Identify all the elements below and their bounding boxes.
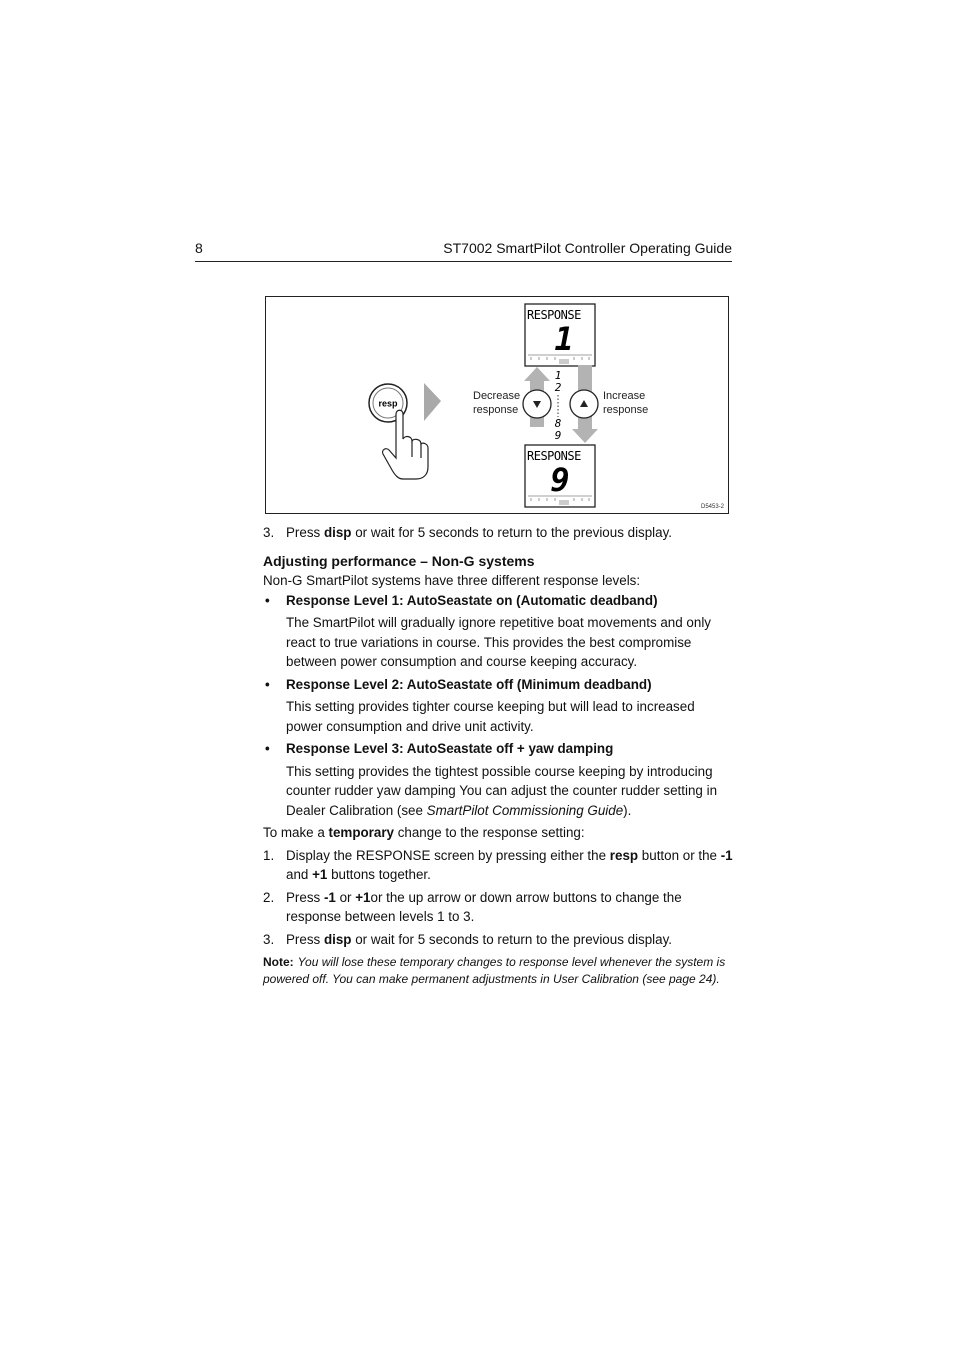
page-number: 8	[195, 240, 203, 256]
scale-level-9: 9	[554, 429, 562, 442]
scale-level-2: 2	[554, 381, 562, 394]
increase-response-label: Increase response	[603, 390, 649, 416]
level-3-title: • Response Level 3: AutoSeastate off + yaw damping	[265, 741, 614, 756]
guide-title: ST7002 SmartPilot Controller Operating Guide	[443, 240, 732, 256]
section-heading: Adjusting performance – Non-G systems	[263, 552, 535, 569]
note-label: Note:	[263, 955, 294, 969]
step-3-return: 3. Press disp or wait for 5 seconds to return to the previous display.	[263, 525, 673, 540]
chevron-right-icon	[424, 383, 441, 421]
page-header	[195, 239, 732, 262]
scale-level-8: 8	[554, 417, 562, 430]
step-1-display: 1. Display the RESPONSE screen by pressing either the resp button or the -1 and +1 buttons together.	[263, 847, 733, 882]
section-intro: Non-G SmartPilot systems have three different response levels:	[263, 573, 641, 588]
decrease-response-label: Decrease response	[473, 390, 521, 416]
commissioning-guide-ref: SmartPilot Commissioning Guide	[426, 802, 624, 818]
display-bottom-label: RESPONSE	[527, 449, 581, 463]
level-2-title: • Response Level 2: AutoSeastate off (Minimum deadband)	[265, 676, 652, 692]
level-1-title: • Response Level 1: AutoSeastate on (Automatic deadband)	[265, 592, 658, 608]
page-body	[263, 523, 733, 988]
scale-level-1: 1	[554, 369, 562, 382]
resp-button-label: resp	[378, 398, 398, 409]
display-top-label: RESPONSE	[527, 308, 581, 322]
display-top-value: 1	[554, 320, 574, 358]
display-bottom	[525, 445, 595, 507]
level-1-body: The SmartPilot will gradually ignore repetitive boat movements and only react to true variations in course. This provides the best compromise between power consumption and course keeping accuracy.	[286, 615, 711, 669]
temporary-change-intro: To make a temporary change to the response setting:	[263, 825, 585, 840]
decrease-button-icon	[523, 390, 551, 418]
level-2-body: This setting provides tighter course keeping but will lead to increased power consumption and drive unit activity.	[286, 699, 695, 734]
step-3-disp: 3. Press disp or wait for 5 seconds to return to the previous display.	[263, 931, 673, 947]
note	[263, 954, 733, 988]
step-2-change: 2. Press -1 or +1or the up arrow or down arrow buttons to change the response between levels 1 to 3.	[263, 889, 682, 924]
display-bottom-value: 9	[550, 461, 570, 499]
display-top	[525, 304, 595, 366]
note-text: You will lose these temporary changes to response level whenever the system is powered off. You can make permanent adjustments in User Calibration (see page 24).	[263, 955, 726, 986]
figure-id: D5453-2	[700, 504, 724, 510]
response-figure	[265, 296, 729, 514]
increase-button-icon	[570, 390, 598, 418]
level-3-body: This setting provides the tightest possible course keeping by introducing counter rudder yaw damping You can adjust the counter rudder setting in Dealer Calibration (see SmartPilot Commissioning Guide).	[286, 763, 718, 818]
